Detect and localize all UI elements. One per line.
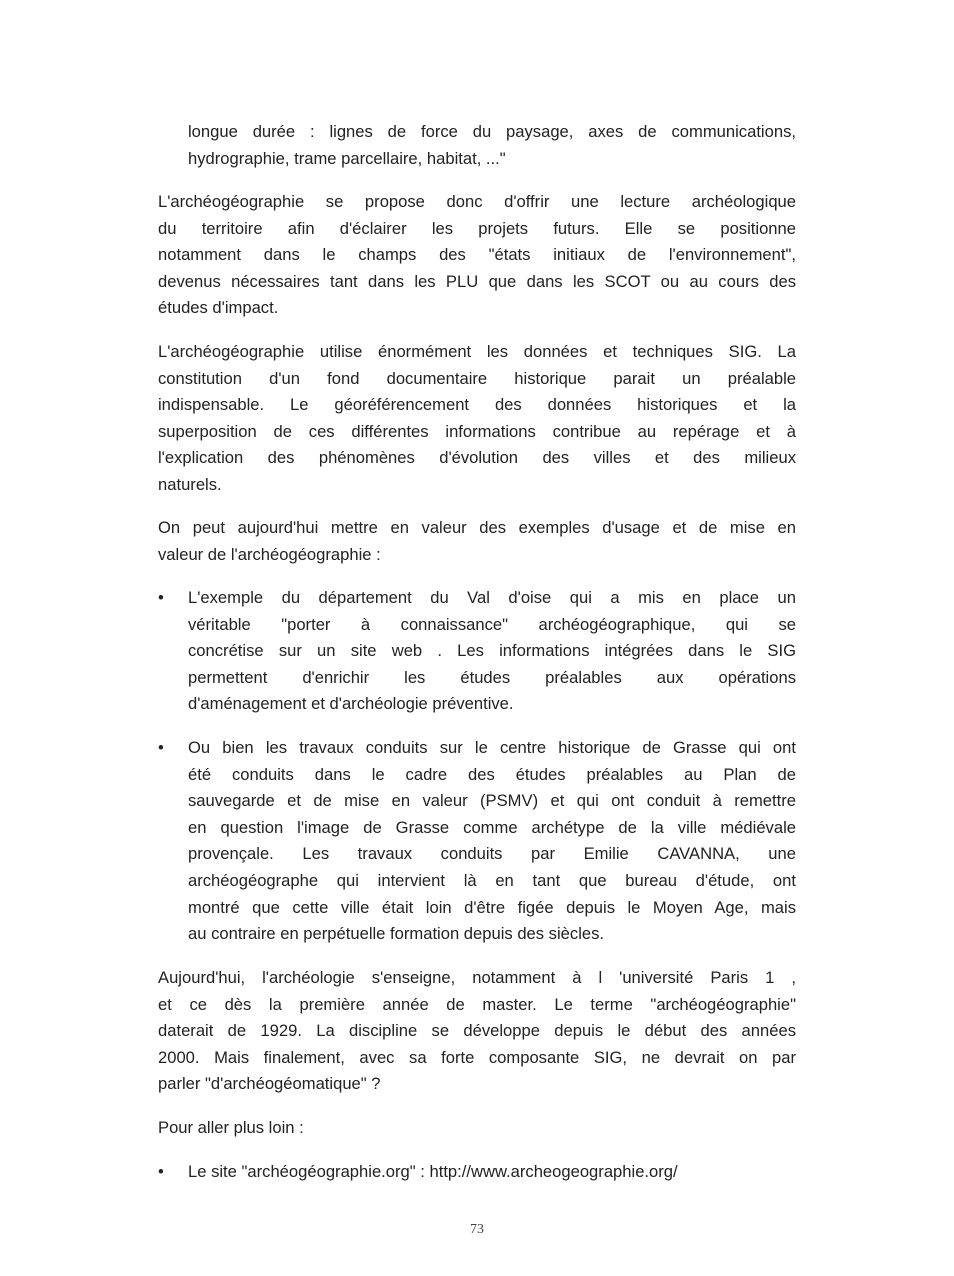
text-line: et ce dès la première année de master. Le terme "archéogéographie" (158, 994, 796, 1014)
bullet-item (158, 585, 796, 718)
text-line: été conduits dans le cadre des études préalables au Plan de (188, 764, 796, 784)
paragraph (158, 1115, 796, 1142)
text-line: permettent d'enrichir les études préalables aux opérations (188, 667, 796, 687)
text-line: montré que cette ville était loin d'être figée depuis le Moyen Age, mais (188, 897, 796, 917)
bullet-icon: • (158, 738, 164, 757)
text-line: L'archéogéographie se propose donc d'offrir une lecture archéologique (158, 192, 796, 211)
paragraph (158, 965, 796, 1098)
text-line: l'explication des phénomènes d'évolution des villes et des milieux (158, 448, 796, 468)
text-line: archéogéographe qui intervient là en tant que bureau d'étude, ont (188, 870, 796, 890)
text-line: 2000. Mais finalement, avec sa forte composante SIG, ne devrait on par (158, 1047, 796, 1067)
paragraph (158, 339, 796, 499)
text-line: Ou bien les travaux conduits sur le centre historique de Grasse qui ont (188, 738, 796, 757)
text-line: devenus nécessaires tant dans les PLU que dans les SCOT ou au cours des (158, 271, 796, 291)
text-line: d'aménagement et d'archéologie préventive. (188, 694, 514, 714)
quote-block (188, 119, 796, 172)
page-number: 73 (470, 1222, 484, 1237)
text-line: daterait de 1929. La discipline se développe depuis le début des années (158, 1021, 796, 1041)
text-line: hydrographie, trame parcellaire, habitat, ..." (188, 148, 506, 168)
text-line: parler "d'archéogéomatique" ? (158, 1074, 381, 1094)
text-line: sauvegarde et de mise en valeur (PSMV) et qui ont conduit à remettre (188, 791, 796, 811)
text-line: longue durée : lignes de force du paysage, axes de communications, (188, 122, 796, 141)
text-line: concrétise sur un site web . Les informations intégrées dans le SIG (188, 641, 796, 661)
text-line: Aujourd'hui, l'archéologie s'enseigne, notamment à l 'université Paris 1 , (158, 968, 796, 987)
bullet-item (158, 735, 796, 948)
text-line: Le site "archéogéographie.org" : http://www.archeogeographie.org/ (188, 1162, 678, 1181)
text-line: Pour aller plus loin : (158, 1118, 304, 1137)
text-line: études d'impact. (158, 298, 279, 318)
text-line: indispensable. Le géoréférencement des données historiques et la (158, 395, 796, 415)
text-line: notamment dans le champs des "états initiaux de l'environnement", (158, 245, 796, 265)
paragraph (158, 515, 796, 568)
text-line: du territoire afin d'éclairer les projets futurs. Elle se positionne (158, 218, 796, 238)
text-line: L'archéogéographie utilise énormément les données et techniques SIG. La (158, 342, 796, 361)
text-line: au contraire en perpétuelle formation depuis des siècles. (188, 924, 605, 944)
bullet-icon: • (158, 588, 164, 607)
text-line: en question l'image de Grasse comme archétype de la ville médiévale (188, 817, 796, 837)
bullet-item (158, 1159, 796, 1186)
bullet-icon: • (158, 1162, 164, 1181)
text-line: naturels. (158, 474, 222, 494)
text-line: valeur de l'archéogéographie : (158, 544, 381, 564)
text-line: On peut aujourd'hui mettre en valeur des exemples d'usage et de mise en (158, 518, 796, 537)
text-line: superposition de ces différentes informations contribue au repérage et à (158, 421, 796, 441)
text-line: constitution d'un fond documentaire historique parait un préalable (158, 368, 796, 388)
paragraph (158, 189, 796, 322)
text-line: véritable "porter à connaissance" archéogéographique, qui se (188, 614, 796, 634)
text-line: provençale. Les travaux conduits par Emilie CAVANNA, une (188, 844, 796, 864)
text-line: L'exemple du département du Val d'oise qui a mis en place un (188, 588, 796, 607)
